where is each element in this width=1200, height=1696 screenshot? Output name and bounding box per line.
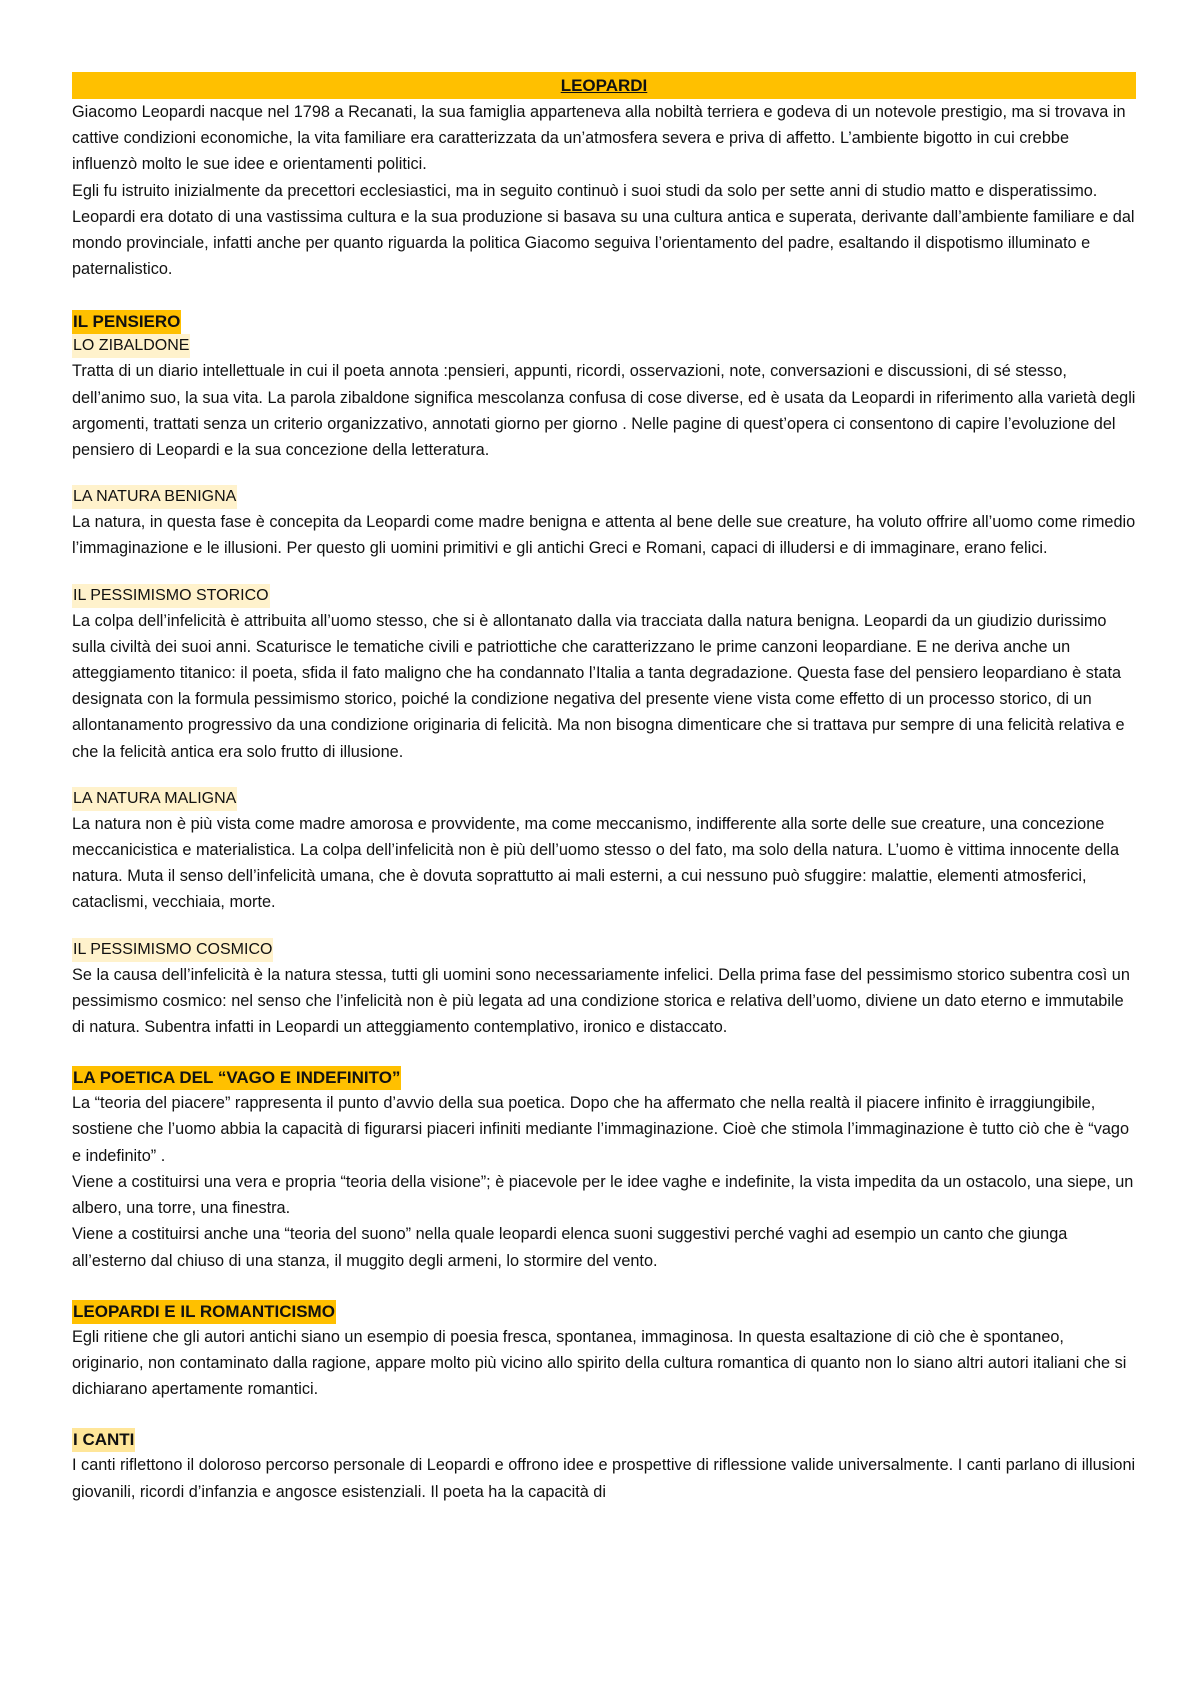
poetica-paragraph-2: Viene a costituirsi una vera e propria “teoria della visione”; è piacevole per le idee vaghe e indefinite, la vista impedita da un ostacolo, una siepe, un albero, una torre, una finestra.	[72, 1172, 1134, 1218]
subheading-zibaldone: LO ZIBALDONE	[72, 334, 190, 358]
subheading-zibaldone-wrap	[72, 334, 1136, 358]
section-heading-canti: I CANTI	[72, 1428, 135, 1452]
intro-paragraph-1: Giacomo Leopardi nacque nel 1798 a Recanati, la sua famiglia apparteneva alla nobiltà terriera e godeva di un notevole prestigio, ma si trovava in cattive condizioni economiche, la vita familiare era caratterizzata da un’atmosfera severa e priva di affetto. L’ambiente bigotto in cui crebbe influenzò molto le sue idee e orientamenti politici.	[72, 103, 1126, 174]
pessimismo-storico-paragraph: La colpa dell’infelicità è attribuita all’uomo stesso, che si è allontanato dalla via tracciata dalla natura benigna. Leopardi da un giudizio durissimo sulla civiltà dei suoi anni. Scaturisce le tematiche civili e patriottiche che caratterizzano le prime canzoni leopardiane. E ne deriva anche un atteggiamento titanico: il poeta, sfida il fato maligno che ha condannato l’Italia a tanta degradazione. Questa fase del pensiero leopardiano è stata designata con la formula pessimismo storico, poiché la condizione negativa del presente viene vista come effetto di un processo storico, di un allontanamento progressivo da una condizione originaria di felicità. Ma non bisogna dimenticare che si trattava pur sempre di una felicità relativa e che la felicità antica era solo frutto di illusione.	[72, 611, 1125, 761]
section-heading-pensiero: IL PENSIERO	[72, 310, 181, 334]
subheading-natura-maligna: LA NATURA MALIGNA	[72, 787, 237, 811]
natura-maligna-paragraph: La natura non è più vista come madre amorosa e provvidente, ma come meccanismo, indifferente alla sorte delle sue creature, una concezione meccanicistica e materialistica. La colpa dell’infelicità non è più dell’uomo stesso o del fato, ma solo della natura. L’uomo è vittima innocente della natura. Muta il senso dell’infelicità umana, che è dovuta soprattutto ai mali esterni, a cui nessuno può sfuggire: malattie, elementi atmosferici, cataclismi, vecchiaia, morte.	[72, 814, 1120, 912]
section-heading-poetica: LA POETICA DEL “VAGO E INDEFINITO”	[72, 1066, 401, 1090]
subheading-pessimismo-storico: IL PESSIMISMO STORICO	[72, 584, 270, 608]
document-title: LEOPARDI	[72, 72, 1136, 99]
poetica-paragraph-1: La “teoria del piacere” rappresenta il punto d’avvio della sua poetica. Dopo che ha affermato che nella realtà il piacere infinito è irraggiungibile, sostiene che l’uomo abbia la capacità di figurarsi piaceri infiniti mediante l’immaginazione. Cioè che stimola l’immaginazione è tutto ciò che è “vago e indefinito” .	[72, 1094, 1130, 1165]
subheading-natura-benigna: LA NATURA BENIGNA	[72, 485, 237, 509]
zibaldone-paragraph: Tratta di un diario intellettuale in cui il poeta annota :pensieri, appunti, ricordi, osservazioni, note, conversazioni e discussioni, di sé stesso, dell’animo suo, la sua vita. La parola zibaldone significa mescolanza confusa di cose diverse, ed è usata da Leopardi in riferimento alla varietà degli argomenti, trattati senza un criterio organizzativo, annotati giorno per giorno . Nelle pagine di quest’opera ci consentono di capire l’evoluzione del pensiero di Leopardi e la sua concezione della letteratura.	[72, 362, 1136, 460]
document-page	[72, 72, 1136, 1505]
subheading-pessimismo-cosmico: IL PESSIMISMO COSMICO	[72, 938, 273, 962]
canti-paragraph: I canti riflettono il doloroso percorso personale di Leopardi e offrono idee e prospettive di riflessione valide universalmente. I canti parlano di illusioni giovanili, ricordi d’infanzia e angosce esistenziali. Il poeta ha la capacità di	[72, 1456, 1136, 1501]
romanticismo-paragraph: Egli ritiene che gli autori antichi siano un esempio di poesia fresca, spontanea, immaginosa. In questa esaltazione di ciò che è spontaneo, originario, non contaminato dalla ragione, appare molto più vicino allo spirito della cultura romantica di quanto non lo siano altri autori italiani che si dichiarano apertamente romantici.	[72, 1327, 1127, 1399]
pessimismo-cosmico-paragraph: Se la causa dell’infelicità è la natura stessa, tutti gli uomini sono necessariamente infelici. Della prima fase del pessimismo storico subentra così un pessimismo cosmico: nel senso che l’infelicità non è più legata ad una condizione storica e relativa dell’uomo, diviene un dato eterno e immutabile di natura. Subentra infatti in Leopardi un atteggiamento contemplativo, ironico e distaccato.	[72, 965, 1130, 1037]
natura-benigna-paragraph: La natura, in questa fase è concepita da Leopardi come madre benigna e attenta al bene delle sue creature, ha voluto offrire all’uomo come rimedio l’immaginazione e le illusioni. Per questo gli uomini primitivi e gli antichi Greci e Romani, capaci di illudersi e di immaginare, erano felici.	[72, 513, 1136, 558]
section-heading-romanticismo: LEOPARDI E IL ROMANTICISMO	[72, 1300, 336, 1324]
poetica-paragraph-3: Viene a costituirsi anche una “teoria del suono” nella quale leopardi elenca suoni suggestivi perché vaghi ad esempio un canto che giunga all’esterno dal chiuso di una stanza, il muggito degli armeni, lo stormire del vento.	[72, 1225, 1068, 1270]
intro-paragraph-2: Egli fu istruito inizialmente da precettori ecclesiastici, ma in seguito continuò i suoi studi da solo per sette anni di studio matto e disperatissimo. Leopardi era dotato di una vastissima cultura e la sua produzione si basava su una cultura antica e superata, derivante dall’ambiente familiare e dal mondo provinciale, infatti anche per quanto riguarda la politica Giacomo seguiva l’orientamento del padre, esaltando il dispotismo illuminato e paternalistico.	[72, 181, 1135, 279]
